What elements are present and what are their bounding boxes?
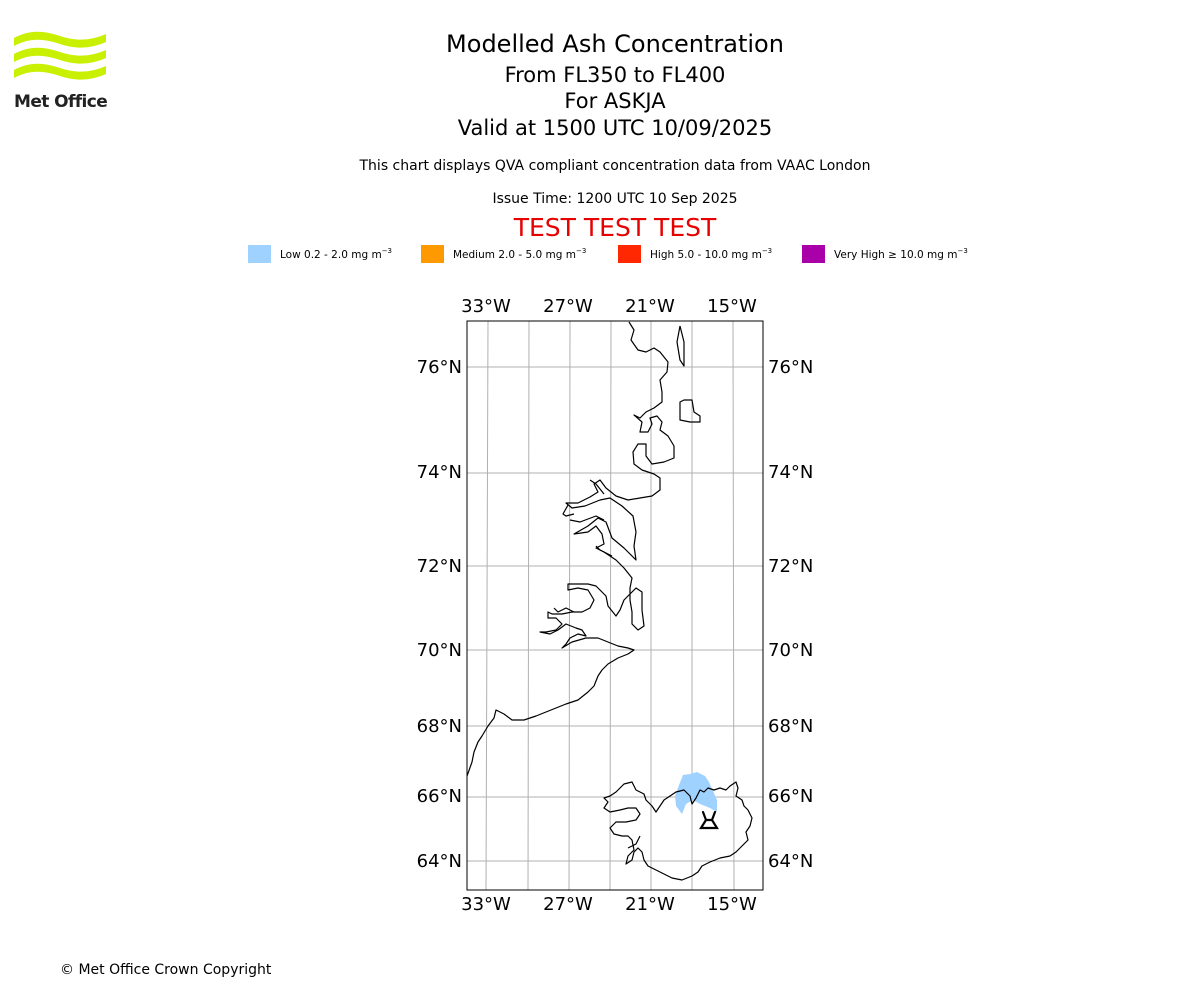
lat-label-left-64n: 64°N bbox=[416, 851, 462, 872]
map-gridlines bbox=[467, 321, 763, 890]
meridian-33w bbox=[486, 321, 488, 890]
map-frame bbox=[467, 321, 763, 890]
lat-labels-left bbox=[417, 357, 462, 872]
lat-label-right-76n: 76°N bbox=[768, 357, 814, 378]
lat-label-left-68n: 68°N bbox=[416, 716, 462, 737]
lat-label-right-74n: 74°N bbox=[768, 462, 814, 483]
ash-low-region bbox=[675, 772, 717, 814]
chart-subtitle: This chart displays QVA compliant concentration data from VAAC London bbox=[359, 158, 871, 174]
flight-level-range: From FL350 to FL400 bbox=[504, 63, 726, 87]
lon-label-top-33w: 33°W bbox=[461, 296, 511, 317]
lon-label-top-27w: 27°W bbox=[543, 296, 593, 317]
chart-title: Modelled Ash Concentration bbox=[446, 30, 784, 58]
legend-label-high: High 5.0 - 10.0 mg $m^{-3}$ bbox=[650, 247, 773, 261]
legend-label-very-high: Very High ≥ 10.0 mg $m^{-3}$ bbox=[834, 247, 968, 261]
lon-label-bottom-27w: 27°W bbox=[543, 894, 593, 915]
lat-label-left-72n: 72°N bbox=[416, 556, 462, 577]
lon-label-bottom-21w: 21°W bbox=[625, 894, 675, 915]
lat-label-right-64n: 64°N bbox=[768, 851, 814, 872]
volcano-name: For ASKJA bbox=[564, 89, 666, 113]
lon-label-top-21w: 21°W bbox=[625, 296, 675, 317]
coastline-greenland bbox=[467, 322, 674, 776]
lat-label-right-68n: 68°N bbox=[768, 716, 814, 737]
lon-label-bottom-15w: 15°W bbox=[707, 894, 757, 915]
lon-labels-top bbox=[461, 296, 757, 317]
lat-label-left-70n: 70°N bbox=[416, 640, 462, 661]
lon-label-top-15w: 15°W bbox=[707, 296, 757, 317]
lat-label-left-74n: 74°N bbox=[416, 462, 462, 483]
legend-label-medium: Medium 2.0 - 5.0 mg $m^{-3}$ bbox=[453, 247, 587, 261]
lat-label-left-66n: 66°N bbox=[416, 786, 462, 807]
legend-label-low: Low 0.2 - 2.0 mg $m^{-3}$ bbox=[280, 247, 393, 261]
lat-label-left-76n: 76°N bbox=[416, 357, 462, 378]
lat-labels-right bbox=[768, 357, 813, 872]
lon-labels-bottom bbox=[461, 894, 757, 915]
copyright-notice: © Met Office Crown Copyright bbox=[60, 962, 272, 978]
meridian-30w bbox=[528, 321, 529, 890]
lat-label-right-66n: 66°N bbox=[768, 786, 814, 807]
lat-label-right-70n: 70°N bbox=[768, 640, 814, 661]
validity-time: Valid at 1500 UTC 10/09/2025 bbox=[457, 116, 773, 140]
lat-label-right-72n: 72°N bbox=[768, 556, 814, 577]
meridian-15w bbox=[733, 321, 734, 890]
logo-text: Met Office bbox=[14, 92, 108, 112]
lon-label-bottom-33w: 33°W bbox=[461, 894, 511, 915]
meridian-24w bbox=[610, 321, 611, 890]
test-banner: TEST TEST TEST bbox=[513, 213, 717, 242]
meridian-27w bbox=[569, 321, 570, 890]
volcano-icon bbox=[701, 812, 717, 828]
issue-time: Issue Time: 1200 UTC 10 Sep 2025 bbox=[492, 191, 738, 207]
